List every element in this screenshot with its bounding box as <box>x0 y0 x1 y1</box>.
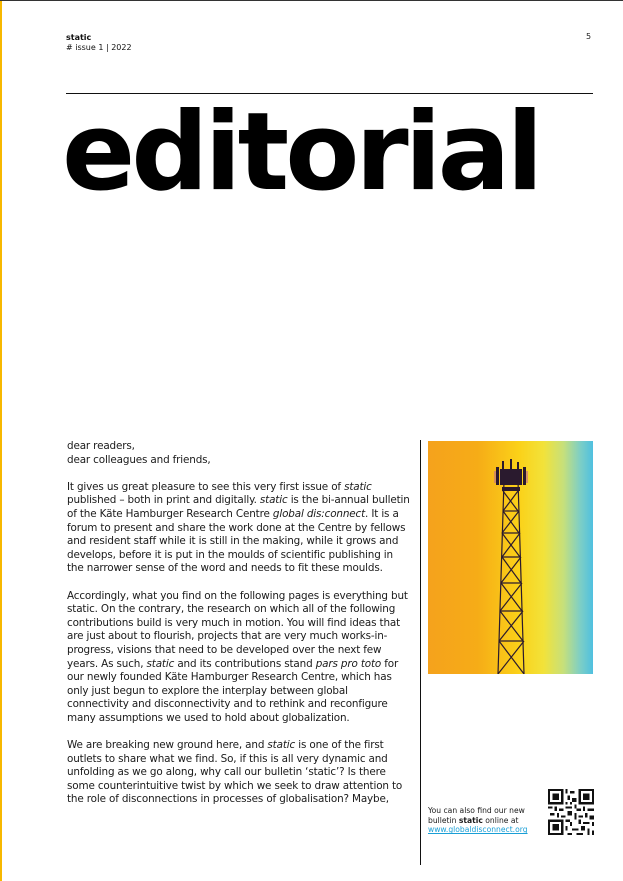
brand-name: static <box>66 33 92 42</box>
paragraph-3 <box>67 739 412 807</box>
text-run: It gives us great pleasure to see this very first issue of <box>67 480 345 493</box>
issue-label: # issue 1 | 2022 <box>66 43 132 52</box>
notice-brand: static <box>458 815 483 825</box>
italic-run: static <box>267 739 296 752</box>
page-title: editorial <box>62 90 540 215</box>
online-notice <box>428 806 548 835</box>
notice-text: You can also find our new bulletin <box>428 806 525 825</box>
tower-photo <box>428 441 593 674</box>
text-run: is the bi-annual bulletin of the Käte Hamburger Research Centre <box>67 494 410 520</box>
text-run: is one of the first outlets to share what we find. So, if this is all very dynamic and unfolding as we go along, why call our bulletin ‘static’? Is there some counterintuitive twist by which we seek to draw attention to the role of disconnections in processes of globalisation? Maybe, <box>67 739 403 806</box>
page-left-accent-bar <box>0 1 2 881</box>
text-run: and its contributions stand <box>174 657 316 670</box>
paragraph-1 <box>67 481 412 576</box>
italic-run: global dis:connect <box>272 507 366 520</box>
text-run: Accordingly, what you find on the following pages is everything but static. On the contrary, the research on which all of the following contributions build is very much in motion. You will find ideas that are just about to flourish, projects that are very much works-in-progress, visions that need to be developed over the next few years. As such, <box>67 589 408 670</box>
salutation-line-1: dear readers, <box>67 440 135 452</box>
salutation <box>67 440 412 467</box>
notice-text-2: online at <box>482 815 519 825</box>
italic-run: static <box>344 480 372 493</box>
italic-run: pars pro toto <box>315 657 382 670</box>
qr-code-icon[interactable] <box>548 789 594 835</box>
running-header <box>66 33 132 53</box>
page-number: 5 <box>586 32 592 41</box>
website-link[interactable]: www.globaldisconnect.org <box>428 825 528 835</box>
editorial-body <box>67 440 412 821</box>
text-run: published – both in print and digitally. <box>67 494 260 507</box>
column-divider <box>420 440 421 865</box>
paragraph-2 <box>67 590 412 726</box>
text-run: . It is a forum to present and share the work done at the Centre by fellows and resident staff while it is still in the making, while it grows and develops, before it is put in the moulds of scientific publishing in the narrower sense of the word and needs to fit these moulds. <box>67 507 406 575</box>
salutation-line-2: dear colleagues and friends, <box>67 453 211 466</box>
cell-tower-icon <box>428 441 593 674</box>
text-run: We are breaking new ground here, and <box>67 739 268 752</box>
italic-run: static <box>146 657 175 670</box>
text-run: for our newly founded Käte Hamburger Research Centre, which has only just begun to explore the interplay between global connectivity and disconnectivity and to rethink and reconfigure many assumptions we used to hold about globalization. <box>67 657 399 724</box>
italic-run: static <box>259 494 288 507</box>
page-top-border <box>0 0 623 1</box>
